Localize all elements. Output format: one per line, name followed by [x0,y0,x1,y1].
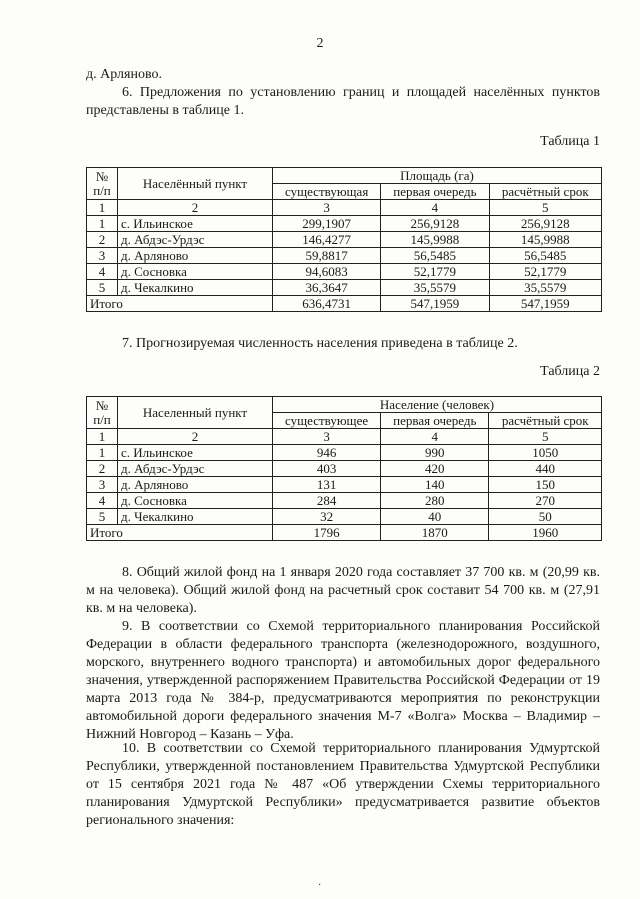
total-row [87,296,602,312]
table-row [87,232,602,248]
index-cell: 3 [273,200,381,216]
table-row [87,248,602,264]
cell: 403 [273,461,381,477]
cell: 256,9128 [489,216,601,232]
cell: 131 [273,477,381,493]
header-col-2: первая очередь [381,184,489,200]
cell: 35,5579 [381,280,489,296]
cell: 4 [87,264,118,280]
index-cell: 1 [87,200,118,216]
paragraph-9: 9. В соответствии со Схемой территориального планирования Российской Федерации в области федерального транспорта (железнодорожного, воздушного, морского, внутреннего водного транспорта) и автомобильных дорог федерального значения, утвержденной распоряжением Правительства Российской Федерации от 19 марта 2013 года № 384-р, предусматриваются мероприятия по реконструкции автомобильной дороги федерального значения М-7 «Волга» Москва – Владимир – Нижний Новгород – Казань – Уфа. [86,619,600,742]
table-row [87,461,602,477]
paragraph-8: 8. Общий жилой фонд на 1 января 2020 года составляет 37 700 кв. м (20,99 кв. м на человека). Общий жилой фонд на расчетный срок составит 54 700 кв. м (27,91 кв. м на человека). [86,565,600,616]
cell: д. Арляново [118,248,273,264]
cell: 1050 [489,445,602,461]
total-cell: 1960 [489,525,602,541]
cell: д. Арляново [118,477,273,493]
cell: 52,1779 [489,264,601,280]
scan-speck: · [318,880,322,891]
cell: д. Абдэс-Урдэс [118,232,273,248]
header-num: № п/п [87,168,118,200]
table-1-caption: Таблица 1 [540,134,600,149]
cell: д. Сосновка [118,264,273,280]
index-row [87,200,602,216]
cell: 56,5485 [489,248,601,264]
cell: 150 [489,477,602,493]
cell: 140 [381,477,489,493]
cell: 36,3647 [273,280,381,296]
cell: 145,9988 [489,232,601,248]
header-name: Населенный пункт [118,397,273,429]
total-cell: 547,1959 [381,296,489,312]
cell: 146,4277 [273,232,381,248]
table-row [87,493,602,509]
index-cell: 3 [273,429,381,445]
header-col-1: существующее [273,413,381,429]
cell: 59,8817 [273,248,381,264]
cell: 299,1907 [273,216,381,232]
cell: 3 [87,477,118,493]
table-2 [86,396,602,541]
index-cell: 4 [381,429,489,445]
table-row [87,445,602,461]
table-row [87,216,602,232]
paragraph-6: 6. Предложения по установлению границ и площадей населённых пунктов представлены в таблице 1. [86,85,600,118]
cell: 4 [87,493,118,509]
table-row [87,280,602,296]
cell: 1 [87,445,118,461]
cell: 420 [381,461,489,477]
cell: с. Ильинское [118,216,273,232]
cell: 50 [489,509,602,525]
total-cell: 1796 [273,525,381,541]
index-cell: 5 [489,200,601,216]
index-cell: 4 [381,200,489,216]
cell: 5 [87,280,118,296]
cell: 440 [489,461,602,477]
cell: 3 [87,248,118,264]
table-1 [86,167,602,312]
cell: 280 [381,493,489,509]
table-2-caption: Таблица 2 [540,364,600,379]
cell: 1 [87,216,118,232]
total-cell: 636,4731 [273,296,381,312]
header-num: № п/п [87,397,118,429]
index-cell: 1 [87,429,118,445]
cell: 52,1779 [381,264,489,280]
total-cell: 547,1959 [489,296,601,312]
header-col-2: первая очередь [381,413,489,429]
cell: 946 [273,445,381,461]
cell: 94,6083 [273,264,381,280]
header-group: Площадь (га) [273,168,602,184]
total-label: Итого [87,296,273,312]
table-header-row [87,397,602,413]
cell: с. Ильинское [118,445,273,461]
cell: 284 [273,493,381,509]
total-cell: 1870 [381,525,489,541]
cell: д. Чекалкино [118,280,273,296]
cell: д. Абдэс-Урдэс [118,461,273,477]
paragraph-7: 7. Прогнозируемая численность населения приведена в таблице 2. [122,336,518,351]
total-label: Итого [87,525,273,541]
cell: 145,9988 [381,232,489,248]
intro-line: д. Арляново. [86,67,162,82]
index-row [87,429,602,445]
table-row [87,509,602,525]
header-col-1: существующая [273,184,381,200]
cell: 990 [381,445,489,461]
index-cell: 2 [118,200,273,216]
index-cell: 5 [489,429,602,445]
header-col-3: расчётный срок [489,184,601,200]
table-header-row [87,168,602,184]
cell: 56,5485 [381,248,489,264]
cell: 40 [381,509,489,525]
total-row [87,525,602,541]
cell: 5 [87,509,118,525]
cell: д. Чекалкино [118,509,273,525]
cell: 32 [273,509,381,525]
cell: д. Сосновка [118,493,273,509]
header-group: Население (человек) [273,397,602,413]
table-row [87,477,602,493]
index-cell: 2 [118,429,273,445]
table-row [87,264,602,280]
cell: 35,5579 [489,280,601,296]
cell: 2 [87,461,118,477]
cell: 270 [489,493,602,509]
header-name: Населённый пункт [118,168,273,200]
header-col-3: расчётный срок [489,413,602,429]
cell: 256,9128 [381,216,489,232]
cell: 2 [87,232,118,248]
page-number: 2 [316,36,324,51]
paragraph-10: 10. В соответствии со Схемой территориального планирования Удмуртской Республики, утвержденной постановлением Правительства Удмуртской Республики от 15 сентября 2021 года № 487 «Об утверждении Схемы территориального планирования Удмуртской Республики» предусматривается развитие объектов регионального значения: [86,741,600,828]
